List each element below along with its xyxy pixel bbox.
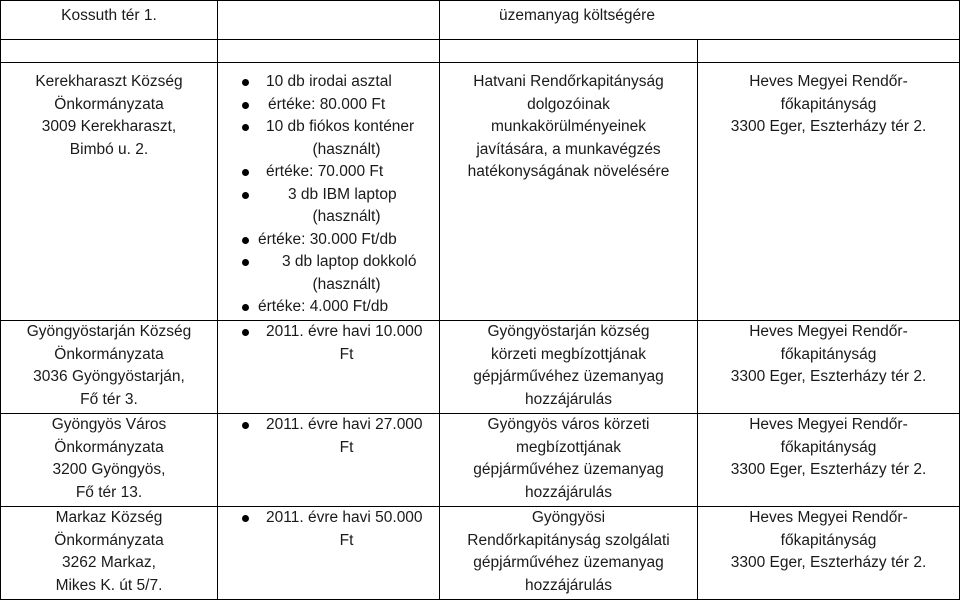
- monthly-cell: [218, 414, 440, 507]
- org-type: Önkormányzata: [54, 95, 164, 113]
- list-item-sub: [218, 344, 439, 367]
- purpose-line: gépjárművéhez üzemanyag: [473, 461, 664, 478]
- list-item: [218, 116, 439, 139]
- recipient-cell: [698, 321, 960, 414]
- recipient-unit: főkapitányság: [780, 531, 877, 549]
- org-city: 3036 Gyöngyöstarján,: [33, 368, 185, 385]
- list-item: [218, 71, 439, 94]
- spacer-cell: [698, 40, 960, 63]
- org-street: Fő tér 3.: [80, 390, 138, 408]
- org-city: 3200 Gyöngyös,: [52, 461, 166, 478]
- org-street: Bimbó u. 2.: [69, 140, 149, 158]
- list-item-sub: [218, 206, 439, 229]
- list-item: [218, 184, 439, 207]
- org-cell: [1, 507, 218, 600]
- recipient-address: 3300 Eger, Eszterházy tér 2.: [730, 368, 927, 385]
- list-item: [218, 296, 439, 319]
- purpose-line: gépjárművéhez üzemanyag: [473, 368, 664, 385]
- list-item: [218, 94, 439, 117]
- list-item: [218, 251, 439, 274]
- item-name: 3 db laptop dokkoló: [282, 253, 417, 270]
- item-name: 10 db irodai asztal: [266, 73, 392, 90]
- recipient-unit: főkapitányság: [780, 95, 877, 113]
- purpose-line: dolgozóinak: [527, 95, 610, 113]
- prev-empty-cell: [218, 1, 440, 40]
- recipient-address: 3300 Eger, Eszterházy tér 2.: [730, 461, 927, 478]
- item-condition: (használt): [312, 140, 381, 158]
- purpose-line: Rendőrkapitányság szolgálati: [467, 531, 670, 549]
- org-type: Önkormányzata: [54, 345, 164, 363]
- purpose-line: Gyöngyöstarján község: [487, 323, 650, 340]
- recipient-name: Heves Megyei Rendőr-: [749, 509, 908, 526]
- purpose-line: hozzájárulás: [524, 390, 613, 408]
- list-item-sub: [218, 437, 439, 460]
- purpose-line: Gyöngyös város körzeti: [487, 416, 650, 433]
- spacer-cell: [440, 40, 698, 63]
- monthly-amount: 2011. évre havi 50.000: [266, 509, 423, 526]
- prev-address-text: Kossuth tér 1.: [61, 7, 157, 24]
- purpose-line: hatékonyságának növelésére: [467, 163, 670, 180]
- purpose-line: hozzájárulás: [524, 483, 613, 501]
- recipient-name: Heves Megyei Rendőr-: [749, 73, 908, 90]
- org-cell: [1, 63, 218, 321]
- monthly-amount: 2011. évre havi 10.000: [266, 323, 423, 340]
- recipient-unit: főkapitányság: [780, 438, 877, 456]
- monthly-amount: 2011. évre havi 27.000: [266, 416, 423, 433]
- prev-purpose-text: üzemanyag költségére: [499, 7, 655, 24]
- org-name: Gyöngyöstarján Község: [26, 323, 192, 340]
- list-item: [218, 507, 439, 530]
- recipient-cell: [698, 63, 960, 321]
- purpose-line: Gyöngyösi: [531, 509, 606, 526]
- purpose-line: körzeti megbízottjának: [490, 345, 647, 363]
- org-type: Önkormányzata: [54, 438, 164, 456]
- org-type: Önkormányzata: [54, 531, 164, 549]
- table-row: [1, 321, 960, 414]
- recipient-address: 3300 Eger, Eszterházy tér 2.: [730, 118, 927, 135]
- monthly-cell: [218, 507, 440, 600]
- monthly-list: [218, 507, 439, 552]
- item-value: értéke: 4.000 Ft/db: [258, 298, 389, 315]
- purpose-line: gépjárművéhez üzemanyag: [473, 554, 664, 571]
- item-value: értéke: 70.000 Ft: [266, 163, 384, 180]
- org-cell: [1, 321, 218, 414]
- item-name: 3 db IBM laptop: [288, 185, 397, 203]
- item-value: értéke: 30.000 Ft/db: [258, 230, 397, 248]
- list-item-sub: [218, 274, 439, 297]
- list-item-sub: [218, 139, 439, 162]
- items-cell: [218, 63, 440, 321]
- list-item-sub: [218, 530, 439, 553]
- table-row: [1, 507, 960, 600]
- purpose-line: megbízottjának: [515, 438, 622, 456]
- item-condition: (használt): [312, 208, 381, 225]
- purpose-line: javítására, a munkavégzés: [476, 140, 661, 158]
- org-street: Mikes K. út 5/7.: [55, 576, 163, 594]
- org-street: Fő tér 13.: [75, 483, 143, 501]
- recipient-cell: [698, 414, 960, 507]
- purpose-line: Hatvani Rendőrkapitányság: [473, 73, 664, 90]
- continued-row: [1, 1, 960, 40]
- recipient-cell: [698, 507, 960, 600]
- purpose-cell: [440, 507, 698, 600]
- recipient-address: 3300 Eger, Eszterházy tér 2.: [730, 554, 927, 571]
- spacer-cell: [1, 40, 218, 63]
- list-item: [218, 321, 439, 344]
- spacer-row: [1, 40, 960, 63]
- list-item: [218, 229, 439, 252]
- monthly-cell: [218, 321, 440, 414]
- monthly-list: [218, 321, 439, 366]
- purpose-line: munkakörülményeinek: [490, 118, 647, 135]
- org-name: Kerekharaszt Község: [35, 73, 183, 90]
- purpose-cell: [440, 414, 698, 507]
- org-cell: [1, 414, 218, 507]
- org-name: Gyöngyös Város: [51, 416, 167, 433]
- list-item: [218, 161, 439, 184]
- org-city: 3009 Kerekharaszt,: [41, 118, 177, 135]
- list-item: [218, 414, 439, 437]
- org-name: Markaz Község: [55, 509, 163, 526]
- monthly-currency: Ft: [339, 345, 354, 363]
- purpose-cell: [440, 63, 698, 321]
- item-name: 10 db fiókos konténer: [266, 118, 415, 135]
- purpose-line: hozzájárulás: [524, 576, 613, 594]
- monthly-currency: Ft: [339, 438, 354, 456]
- monthly-currency: Ft: [339, 531, 354, 549]
- monthly-list: [218, 414, 439, 459]
- recipient-name: Heves Megyei Rendőr-: [749, 416, 908, 433]
- table-row: [1, 414, 960, 507]
- spacer-cell: [218, 40, 440, 63]
- table-row: [1, 63, 960, 321]
- item-condition: (használt): [312, 275, 381, 293]
- prev-purpose-cell: [440, 1, 960, 40]
- prev-address-cell: [1, 1, 218, 40]
- recipient-unit: főkapitányság: [780, 345, 877, 363]
- item-list: [218, 71, 439, 319]
- item-value: értéke: 80.000 Ft: [268, 95, 386, 113]
- org-city: 3262 Markaz,: [62, 554, 156, 571]
- recipient-name: Heves Megyei Rendőr-: [749, 323, 908, 340]
- purpose-cell: [440, 321, 698, 414]
